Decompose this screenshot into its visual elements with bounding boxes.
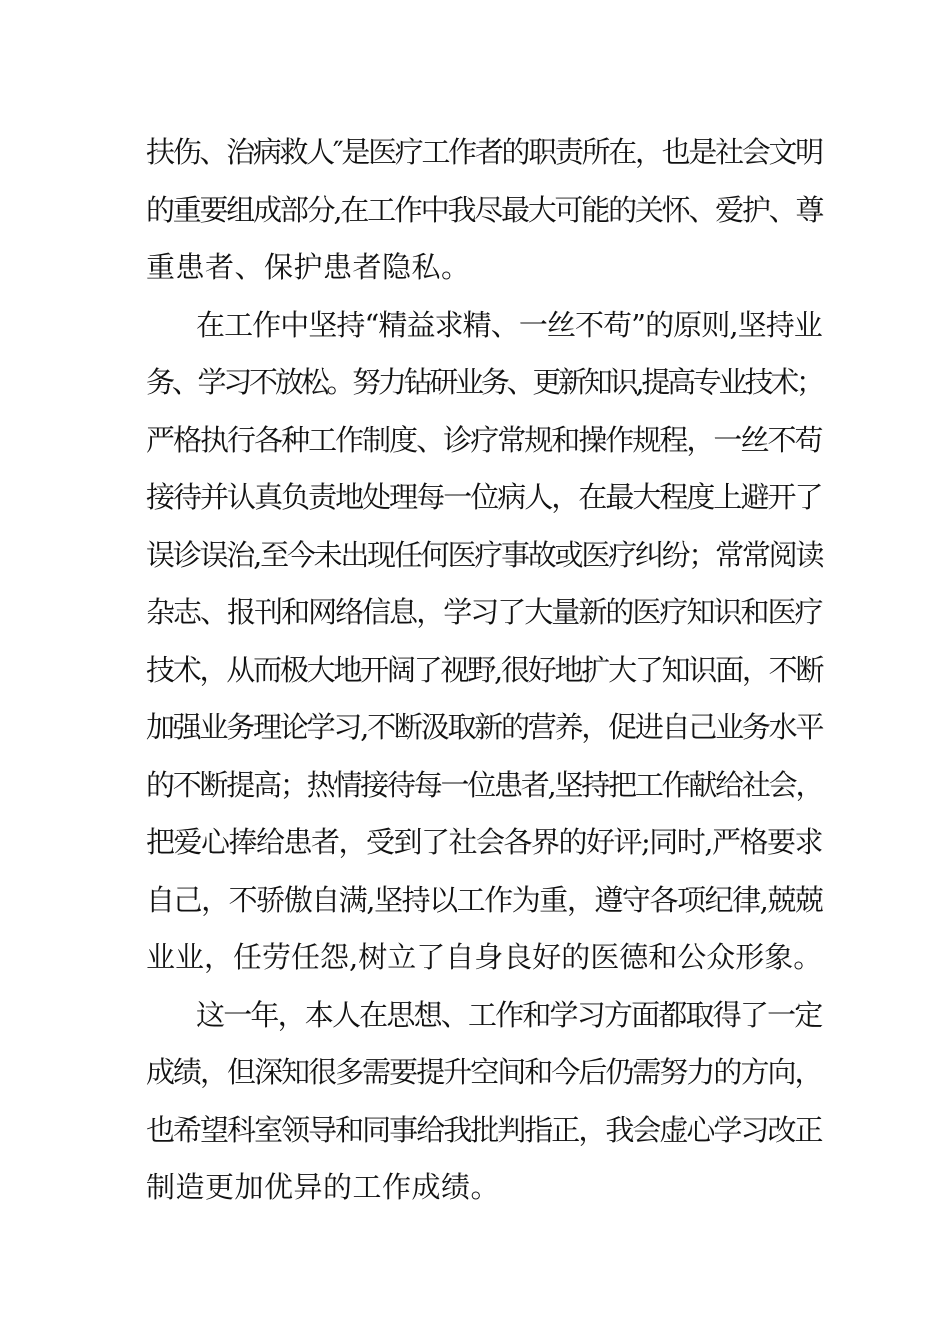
text-line: 自己，不骄傲自满,坚持以工作为重，遵守各项纪律,兢兢: [146, 883, 823, 917]
paragraph-first-line: 在工作中坚持“精益求精、一丝不苟”的原则,坚持业: [196, 308, 822, 342]
paragraph-first-line: 这一年，本人在思想、工作和学习方面都取得了一定: [196, 998, 822, 1032]
text-line: 误诊误治,至今未出现任何医疗事故或医疗纠纷；常常阅读: [146, 538, 823, 572]
text-line: 业业，任劳任怨,树立了自身良好的医德和公众形象。: [146, 940, 823, 974]
text-line: 成绩，但深知很多需要提升空间和今后仍需努力的方向，: [146, 1055, 822, 1089]
text-line: 的重要组成部分,在工作中我尽最大可能的关怀、爱护、尊: [146, 193, 823, 227]
text-line: 务、学习不放松。努力钻研业务、更新知识,提高专业技术；: [146, 365, 822, 399]
text-line: 技术，从而极大地开阔了视野,很好地扩大了知识面，不断: [146, 653, 823, 687]
text-line: 也希望科室领导和同事给我批判指正，我会虚心学习改正: [146, 1113, 822, 1147]
text-line: 加强业务理论学习,不断汲取新的营养，促进自己业务水平: [146, 710, 823, 744]
text-line: 接待并认真负责地处理每一位病人，在最大程度上避开了: [146, 480, 822, 514]
text-line: 的不断提高；热情接待每一位患者,坚持把工作献给社会，: [146, 768, 823, 802]
text-line: 杂志、报刊和网络信息，学习了大量新的医疗知识和医疗: [146, 595, 822, 629]
text-line: 制造更加优异的工作成绩。: [146, 1170, 501, 1204]
text-line: 把爱心捧给患者，受到了社会各界的好评;同时,严格要求: [146, 825, 822, 859]
text-line: 扶伤、治病救人″是医疗工作者的职责所在，也是社会文明: [146, 135, 822, 169]
text-line: 重患者、保护患者隐私。: [146, 250, 471, 284]
text-line: 严格执行各种工作制度、诊疗常规和操作规程，一丝不苟: [146, 423, 822, 457]
